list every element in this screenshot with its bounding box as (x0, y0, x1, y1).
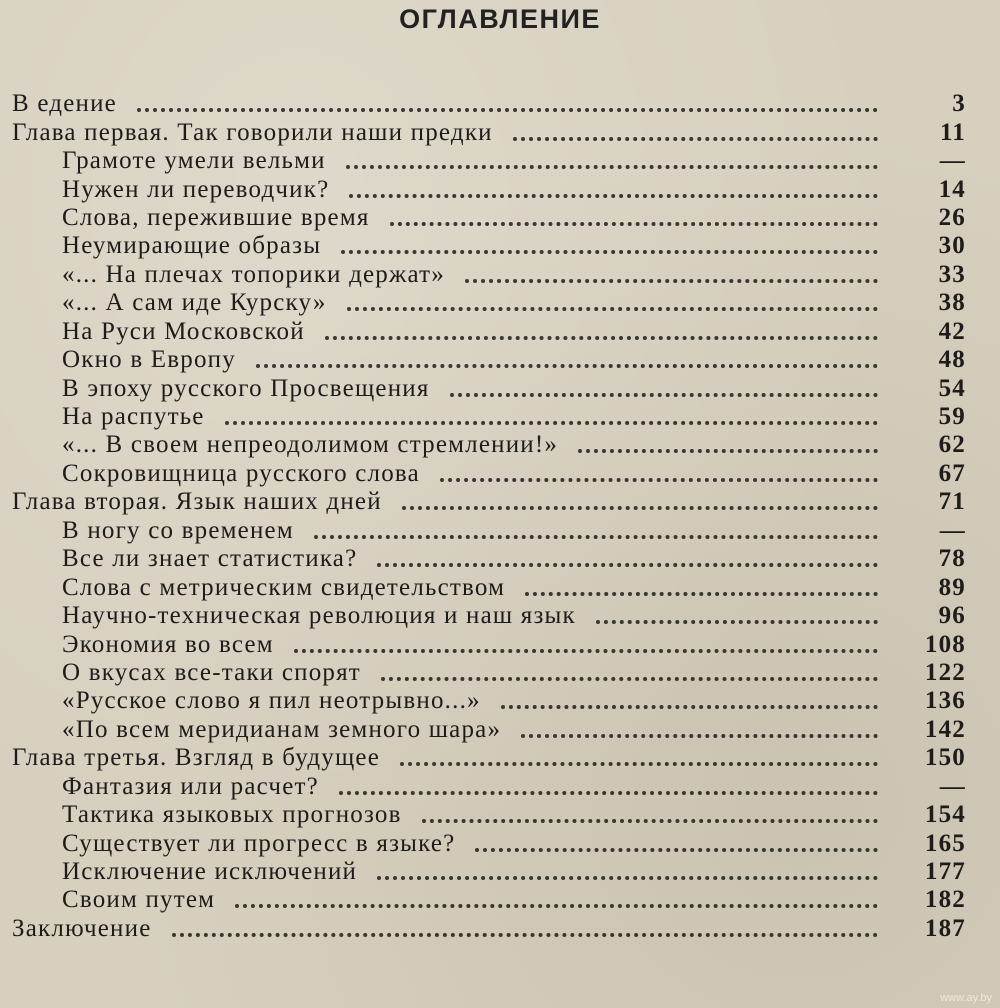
dot-leader (339, 791, 878, 795)
toc-page-number: 187 (924, 914, 966, 942)
toc-page-number: 38 (938, 289, 966, 317)
toc-entry-title: Глава третья. Взгляд в будущее (12, 744, 381, 772)
toc-section-row (0, 630, 1000, 658)
toc-page-number: 42 (938, 317, 966, 345)
toc-section-row (0, 886, 1000, 914)
toc-page-number: 30 (938, 232, 966, 260)
toc-entry-title: Нужен ли переводчик? (62, 175, 330, 203)
toc-section-row (0, 460, 1000, 488)
toc-entry-title: О вкусах все-таки спорят (62, 658, 361, 686)
toc-entry-title: Экономия во всем (62, 630, 274, 658)
toc-section-row (0, 829, 1000, 857)
toc-entry-title: Фантазия или расчет? (62, 772, 319, 800)
toc-page-number: 62 (938, 431, 966, 459)
toc-section-row (0, 175, 1000, 203)
page-title: ОГЛАВЛЕНИЕ (399, 4, 601, 34)
toc-entry-title: «... В своем непреодолимом стремлении!» (62, 431, 559, 459)
toc-section-row (0, 232, 1000, 260)
toc-page-number: 59 (938, 403, 966, 431)
toc-page-number: 150 (924, 744, 966, 772)
toc-entry-title: «Русское слово я пил неотрывно...» (62, 687, 481, 715)
dot-leader (314, 535, 878, 539)
toc-entry-title: Слова, пережившие время (62, 203, 370, 231)
toc-entry-title: Заключение (12, 914, 152, 942)
toc-section-row (0, 147, 1000, 175)
dot-leader (294, 649, 878, 653)
toc-section-row (0, 289, 1000, 317)
toc-page-number: 78 (938, 545, 966, 573)
dot-leader (325, 336, 878, 340)
toc-entry-title: «... А сам иде Курску» (62, 289, 327, 317)
toc-entry-title: Своим путем (62, 886, 216, 914)
toc-page-number: — (939, 516, 966, 544)
dot-leader (341, 250, 878, 254)
toc-section-row (0, 204, 1000, 232)
watermark: www.ay.by (940, 992, 992, 1004)
toc-page-number: 96 (938, 602, 966, 630)
dot-leader (235, 904, 878, 908)
toc-section-row (0, 716, 1000, 744)
toc-section-row (0, 773, 1000, 801)
toc-entry-title: Глава первая. Так говорили наши предки (12, 118, 493, 146)
dot-leader (578, 449, 878, 453)
table-of-contents (0, 90, 1000, 943)
toc-chapter-row (0, 744, 1000, 772)
toc-page-number: 71 (938, 488, 966, 516)
dot-leader (596, 620, 878, 624)
toc-section-row (0, 318, 1000, 346)
toc-section-row (0, 403, 1000, 431)
dot-leader (225, 421, 878, 425)
dot-leader (347, 307, 878, 311)
toc-entry-title: Окно в Европу (62, 346, 236, 374)
dot-leader (475, 848, 878, 852)
toc-page-number: 136 (924, 687, 966, 715)
toc-section-row (0, 346, 1000, 374)
toc-chapter-row (0, 915, 1000, 943)
toc-page-number: 3 (952, 90, 966, 118)
toc-chapter-row (0, 488, 1000, 516)
toc-page-number: — (939, 772, 966, 800)
toc-entry-title: Исключение исключений (62, 858, 358, 886)
toc-page-number: 89 (938, 573, 966, 601)
toc-page-number: 14 (938, 175, 966, 203)
toc-page-number: 182 (924, 886, 966, 914)
toc-page-number: 11 (939, 118, 966, 146)
toc-entry-title: Неумирающие образы (62, 232, 322, 260)
toc-page-number: 48 (938, 346, 966, 374)
dot-leader (465, 279, 878, 283)
dot-leader (172, 933, 879, 937)
toc-entry-title: Все ли знает статистика? (62, 545, 358, 573)
toc-entry-title: «По всем меридианам земного шара» (62, 715, 502, 743)
toc-section-row (0, 659, 1000, 687)
toc-entry-title: На Руси Московской (62, 317, 305, 345)
dot-leader (501, 705, 878, 709)
toc-page-number: 122 (924, 658, 966, 686)
toc-entry-title: На распутье (62, 403, 205, 431)
toc-page-number: 154 (924, 801, 966, 829)
toc-entry-title: Научно-техническая революция и наш язык (62, 602, 576, 630)
toc-entry-title: Тактика языковых прогнозов (62, 801, 402, 829)
toc-section-row (0, 431, 1000, 459)
dot-leader (521, 734, 878, 738)
dot-leader (390, 222, 878, 226)
toc-page-number: 33 (938, 260, 966, 288)
toc-page-number: — (939, 147, 966, 175)
toc-entry-title: В ногу со временем (62, 516, 294, 544)
toc-page-number: 54 (938, 374, 966, 402)
toc-page-number: 177 (924, 858, 966, 886)
dot-leader (381, 677, 878, 681)
dot-leader (422, 819, 878, 823)
dot-leader (450, 393, 878, 397)
toc-chapter-row (0, 118, 1000, 146)
toc-section-row (0, 517, 1000, 545)
toc-entry-title: Глава вторая. Язык наших дней (12, 488, 382, 516)
toc-entry-title: «... На плечах топорики держат» (62, 260, 445, 288)
toc-page-number: 108 (924, 630, 966, 658)
toc-section-row (0, 602, 1000, 630)
toc-page-number: 165 (924, 829, 966, 857)
toc-section-row (0, 374, 1000, 402)
dot-leader (346, 165, 878, 169)
toc-entry-title: В эпоху русского Просвещения (62, 374, 430, 402)
toc-page-number: 26 (938, 203, 966, 231)
toc-section-row (0, 573, 1000, 601)
dot-leader (402, 506, 878, 510)
toc-section-row (0, 801, 1000, 829)
toc-section-row (0, 858, 1000, 886)
toc-entry-title: Слова с метрическим свидетельством (62, 573, 506, 601)
toc-page-number: 142 (924, 715, 966, 743)
toc-entry-title: Грамоте умели вельми (62, 147, 326, 175)
dot-leader (513, 137, 878, 141)
dot-leader (256, 364, 878, 368)
dot-leader (377, 876, 878, 880)
dot-leader (137, 108, 878, 112)
dot-leader (377, 563, 878, 567)
toc-chapter-row (0, 90, 1000, 118)
dot-leader (349, 194, 878, 198)
toc-section-row (0, 545, 1000, 573)
dot-leader (440, 478, 878, 482)
toc-entry-title: Существует ли прогресс в языке? (62, 829, 456, 857)
toc-entry-title: Сокровищница русского слова (62, 459, 420, 487)
toc-page-number: 67 (938, 459, 966, 487)
dot-leader (525, 592, 878, 596)
dot-leader (400, 762, 878, 766)
toc-entry-title: В едение (12, 90, 117, 118)
toc-section-row (0, 687, 1000, 715)
toc-section-row (0, 261, 1000, 289)
